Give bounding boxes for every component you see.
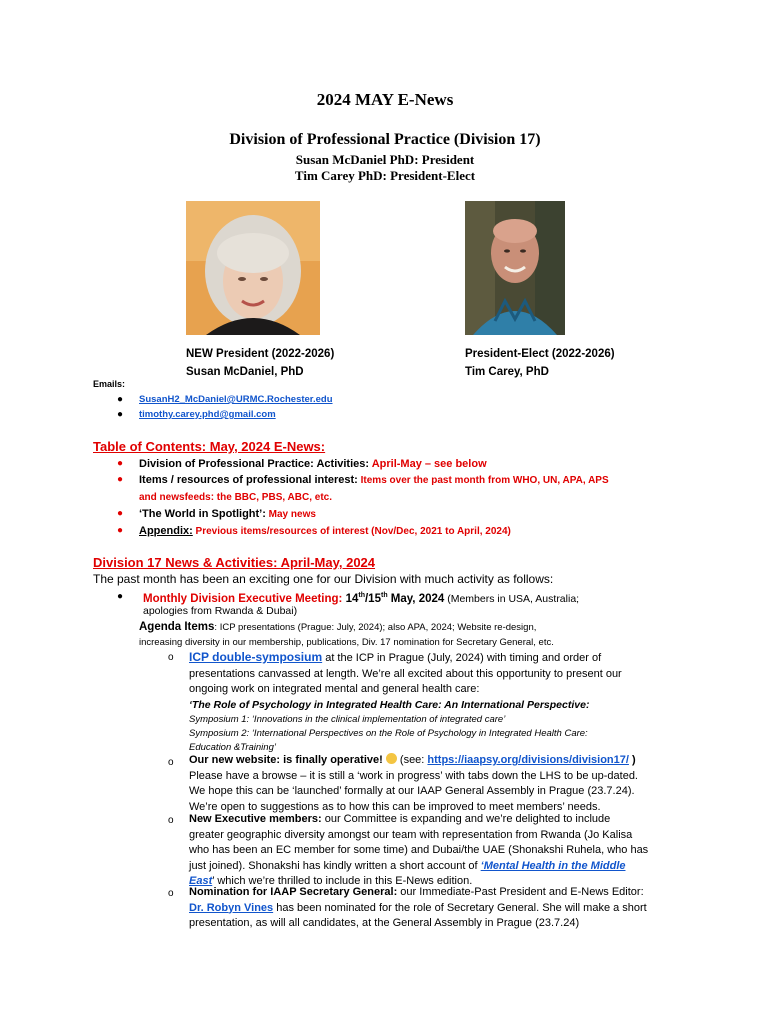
icp-text: at the ICP in Prague (July, 2024) with timing and order of: [322, 652, 602, 664]
website-item: [189, 753, 638, 815]
symposium-2-continued: Education &Training’: [189, 742, 276, 753]
exec-label: New Executive members:: [189, 813, 322, 825]
toc-item-note: May news: [265, 509, 316, 520]
website-close: ): [628, 754, 636, 766]
meeting-note: (Members in USA, Australia;: [444, 592, 580, 605]
icp-text: ongoing work on integrated mental and general health care:: [189, 683, 480, 695]
symposium-1: Symposium 1: ‘Innovations in the clinical implementation of integrated care’: [189, 714, 506, 725]
smile-emoji-icon: [386, 753, 397, 764]
mental-health-middle-east-link-continued[interactable]: East: [189, 875, 213, 887]
exec-text: who has been an EC member for some time) and Dubai/the UAE (Shonakshi Ruhela, who has: [189, 844, 649, 856]
icp-item: [189, 650, 622, 755]
bullet-icon: ●: [117, 591, 124, 602]
website-text: We’re open to suggestions as to how this can be improved to meet members’ needs.: [189, 800, 601, 813]
news-heading: Division 17 News & Activities: April-May, 2024: [93, 555, 376, 570]
email-list: [117, 392, 333, 422]
exec-text: just joined). Shonakshi has kindly written a short account of: [189, 859, 481, 872]
president-line: Susan McDaniel PhD: President: [295, 152, 475, 167]
meeting-date: May, 2024: [387, 592, 445, 605]
meeting-date-suffix: th: [380, 592, 388, 599]
exec-text: greater geographic diversity amongst our team with representation from Rwanda (Jo Kalisa: [189, 828, 633, 841]
president-role: NEW President (2022-2026): [186, 348, 335, 360]
toc-item: [117, 523, 609, 540]
bullet-icon: ●: [117, 508, 124, 519]
symposium-title: ‘The Role of Psychology in Integrated Health Care: An International Perspective:: [189, 698, 590, 711]
toc-item-label: Items / resources of professional interest:: [139, 474, 358, 486]
website-text: We hope this can be ‘launched’ formally at our IAAP General Assembly in Prague (23.7.24).: [189, 785, 635, 797]
president-elect-photo: [465, 201, 565, 335]
toc-item-label: ‘The World in Spotlight’:: [139, 508, 266, 520]
mental-health-middle-east-link[interactable]: ‘Mental Health in the Middle: [480, 859, 626, 872]
email-link-mcdaniel[interactable]: SusanH2_McDaniel@URMC.Rochester.edu: [139, 394, 333, 405]
president-caption: [186, 345, 334, 381]
icp-text: presentations canvassed at length. We’re all excited about this opportunity to present our: [189, 667, 622, 680]
website-link[interactable]: https://iaapsy.org/divisions/division17/: [427, 754, 629, 766]
agenda-line: [139, 620, 536, 636]
toc-item-note: Previous items/resources of interest (Nov/Dec, 2021 to April, 2024): [192, 526, 511, 537]
sub-bullet-icon: o: [168, 815, 174, 826]
email-item: [117, 407, 333, 422]
website-label: Our new website: is finally operative!: [189, 754, 383, 766]
email-link-carey[interactable]: timothy.carey.phd@gmail.com: [139, 409, 276, 420]
sub-bullet-icon: o: [168, 757, 174, 768]
toc-item: [117, 506, 609, 523]
toc-item: [117, 456, 609, 472]
president-name: Susan McDaniel, PhD: [186, 366, 304, 378]
sub-bullet-icon: o: [168, 888, 174, 899]
bullet-icon: ●: [117, 474, 124, 485]
meeting-date: /15: [364, 592, 381, 605]
toc-list: [117, 456, 609, 540]
news-intro: The past month has been an exciting one for our Division with much activity as follows:: [93, 572, 554, 586]
agenda-label: Agenda Items: [139, 621, 215, 633]
meeting-date-suffix: th: [358, 592, 365, 599]
bullet-icon: ●: [117, 525, 124, 536]
robyn-vines-link[interactable]: Dr. Robyn Vines: [189, 901, 274, 914]
president-elect-line: Tim Carey PhD: President-Elect: [294, 168, 476, 183]
toc-item: [117, 472, 609, 489]
agenda-text-continued: increasing diversity in our membership, publications, Div. 17 nomination for Secretary General, etc.: [139, 637, 554, 648]
nomination-label: Nomination for IAAP Secretary General:: [189, 886, 398, 898]
exec-text: our Committee is expanding and we’re delighted to include: [321, 813, 611, 825]
toc-item-note: Items over the past month from WHO, UN, APA, APS: [357, 475, 609, 486]
meeting-label: Monthly Division Executive Meeting:: [143, 592, 343, 605]
website-text: Please have a browse – it is still a ‘work in progress’ with tabs down the LHS to be up-dated.: [189, 769, 638, 782]
exec-text: ’ which we’re thrilled to include in this E-News edition.: [212, 875, 473, 887]
sub-bullet-icon: o: [168, 652, 174, 663]
division-heading: Division of Professional Practice (Division 17): [229, 131, 541, 148]
president-elect-role: President-Elect (2022-2026): [465, 348, 615, 360]
nomination-text: has been nominated for the role of Secretary General. She will make a short: [273, 901, 647, 914]
toc-item-label: Appendix:: [139, 525, 193, 537]
toc-item-note: and newsfeeds: the BBC, PBS, ABC, etc.: [139, 492, 332, 503]
website-see: (see:: [396, 754, 428, 766]
bullet-icon: ●: [117, 409, 124, 420]
email-item: [117, 392, 333, 407]
nomination-text: our Immediate-Past President and E-News Editor:: [397, 886, 644, 898]
emails-label: Emails:: [93, 379, 126, 389]
toc-heading: Table of Contents: May, 2024 E-News:: [93, 439, 326, 454]
exec-item: [189, 812, 648, 890]
agenda-text: : ICP presentations (Prague: July, 2024); also APA, 2024; Website re-design,: [214, 622, 537, 633]
bullet-icon: ●: [117, 458, 124, 469]
icp-symposium-link[interactable]: ICP double-symposium: [189, 650, 323, 664]
president-photo: [186, 201, 320, 335]
president-elect-name: Tim Carey, PhD: [465, 366, 549, 378]
toc-item-note: April-May – see below: [369, 458, 487, 470]
nomination-text: presentation, as will all candidates, at the General Assembly in Prague (23.7.24): [189, 917, 580, 929]
toc-item-continued: [139, 489, 609, 506]
bullet-icon: ●: [117, 394, 124, 405]
president-elect-caption: [465, 345, 615, 381]
symposium-2: Symposium 2: ‘International Perspectives on the Role of Psychology in Integrated Health Care:: [189, 728, 588, 739]
meeting-date: 14: [342, 592, 359, 605]
page-title: 2024 MAY E-News: [316, 90, 454, 109]
toc-item-label: Division of Professional Practice: Activities:: [139, 458, 370, 470]
nomination-item: [189, 885, 647, 932]
meeting-note-continued: apologies from Rwanda & Dubai): [143, 605, 298, 617]
